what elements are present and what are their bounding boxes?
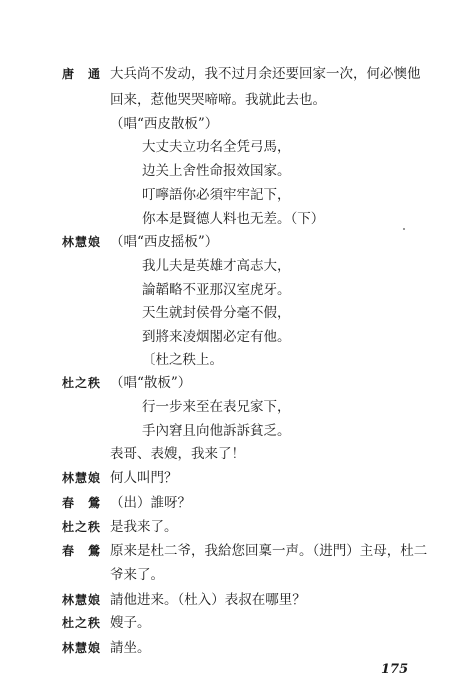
print-speck [403, 228, 405, 230]
page-number: 175 [381, 662, 409, 677]
speaker-label: 林慧娘 [62, 641, 102, 655]
speaker-label: 杜之秩 [62, 376, 102, 390]
verse-line: 論韜略不亚那汉室虎牙。 [142, 282, 291, 298]
stage-direction: 〔杜之秩上。 [142, 352, 223, 368]
dialogue-line: （出）誰呀？ [110, 495, 191, 511]
speaker-label: 林慧娘 [62, 471, 102, 485]
speaker-label: 春 鶯 [62, 544, 102, 558]
verse-line: 手內窘且向他訴訴貧乏。 [142, 423, 291, 439]
verse-line: 你本是賢德人料也无差。（下） [142, 211, 325, 227]
dialogue-line: 爷来了。 [110, 567, 164, 583]
speaker-label: 唐 通 [62, 67, 102, 81]
speaker-label: 杜之秩 [62, 520, 102, 534]
verse-line: 边关上舍性命报效国家。 [142, 163, 291, 179]
verse-line: 大丈夫立功名全凭弓馬， [142, 139, 291, 155]
verse-line: 到將来凌烟閣必定有他。 [142, 329, 291, 345]
stage-direction: （唱“西皮摇板”） [110, 234, 219, 250]
verse-line: 行一步来至在表兄家下， [142, 399, 291, 415]
speaker-label: 杜之秩 [62, 616, 102, 630]
dialogue-line: 嫂子。 [110, 615, 151, 631]
stage-direction: （唱“散板”） [110, 375, 192, 391]
dialogue-line: 大兵尚不发动，我不过月余还要回家一次，何必懊他 [110, 66, 421, 82]
speaker-label: 春 鶯 [62, 496, 102, 510]
dialogue-line: 是我来了。 [110, 519, 178, 535]
dialogue-line: 原来是杜二爷，我給您回稟一声。（进門）主母，杜二 [110, 543, 428, 559]
dialogue-line: 請坐。 [110, 640, 151, 656]
verse-line: 天生就封侯骨分毫不假， [142, 305, 291, 321]
verse-line: 我儿夫是英雄才高志大， [142, 258, 291, 274]
speaker-label: 林慧娘 [62, 593, 102, 607]
dialogue-line: 回来，惹他哭哭啼啼。我就此去也。 [110, 92, 326, 108]
verse-line: 叮嚀語你必須牢牢記下， [142, 187, 291, 203]
speaker-label: 林慧娘 [62, 235, 102, 249]
dialogue-line: 請他进来。（杜入）表叔在哪里？ [110, 592, 306, 608]
dialogue-line: 何人叫門？ [110, 470, 178, 486]
stage-direction: （唱“西皮散板”） [110, 116, 219, 132]
dialogue-line: 表哥、表嫂，我来了！ [110, 446, 245, 462]
